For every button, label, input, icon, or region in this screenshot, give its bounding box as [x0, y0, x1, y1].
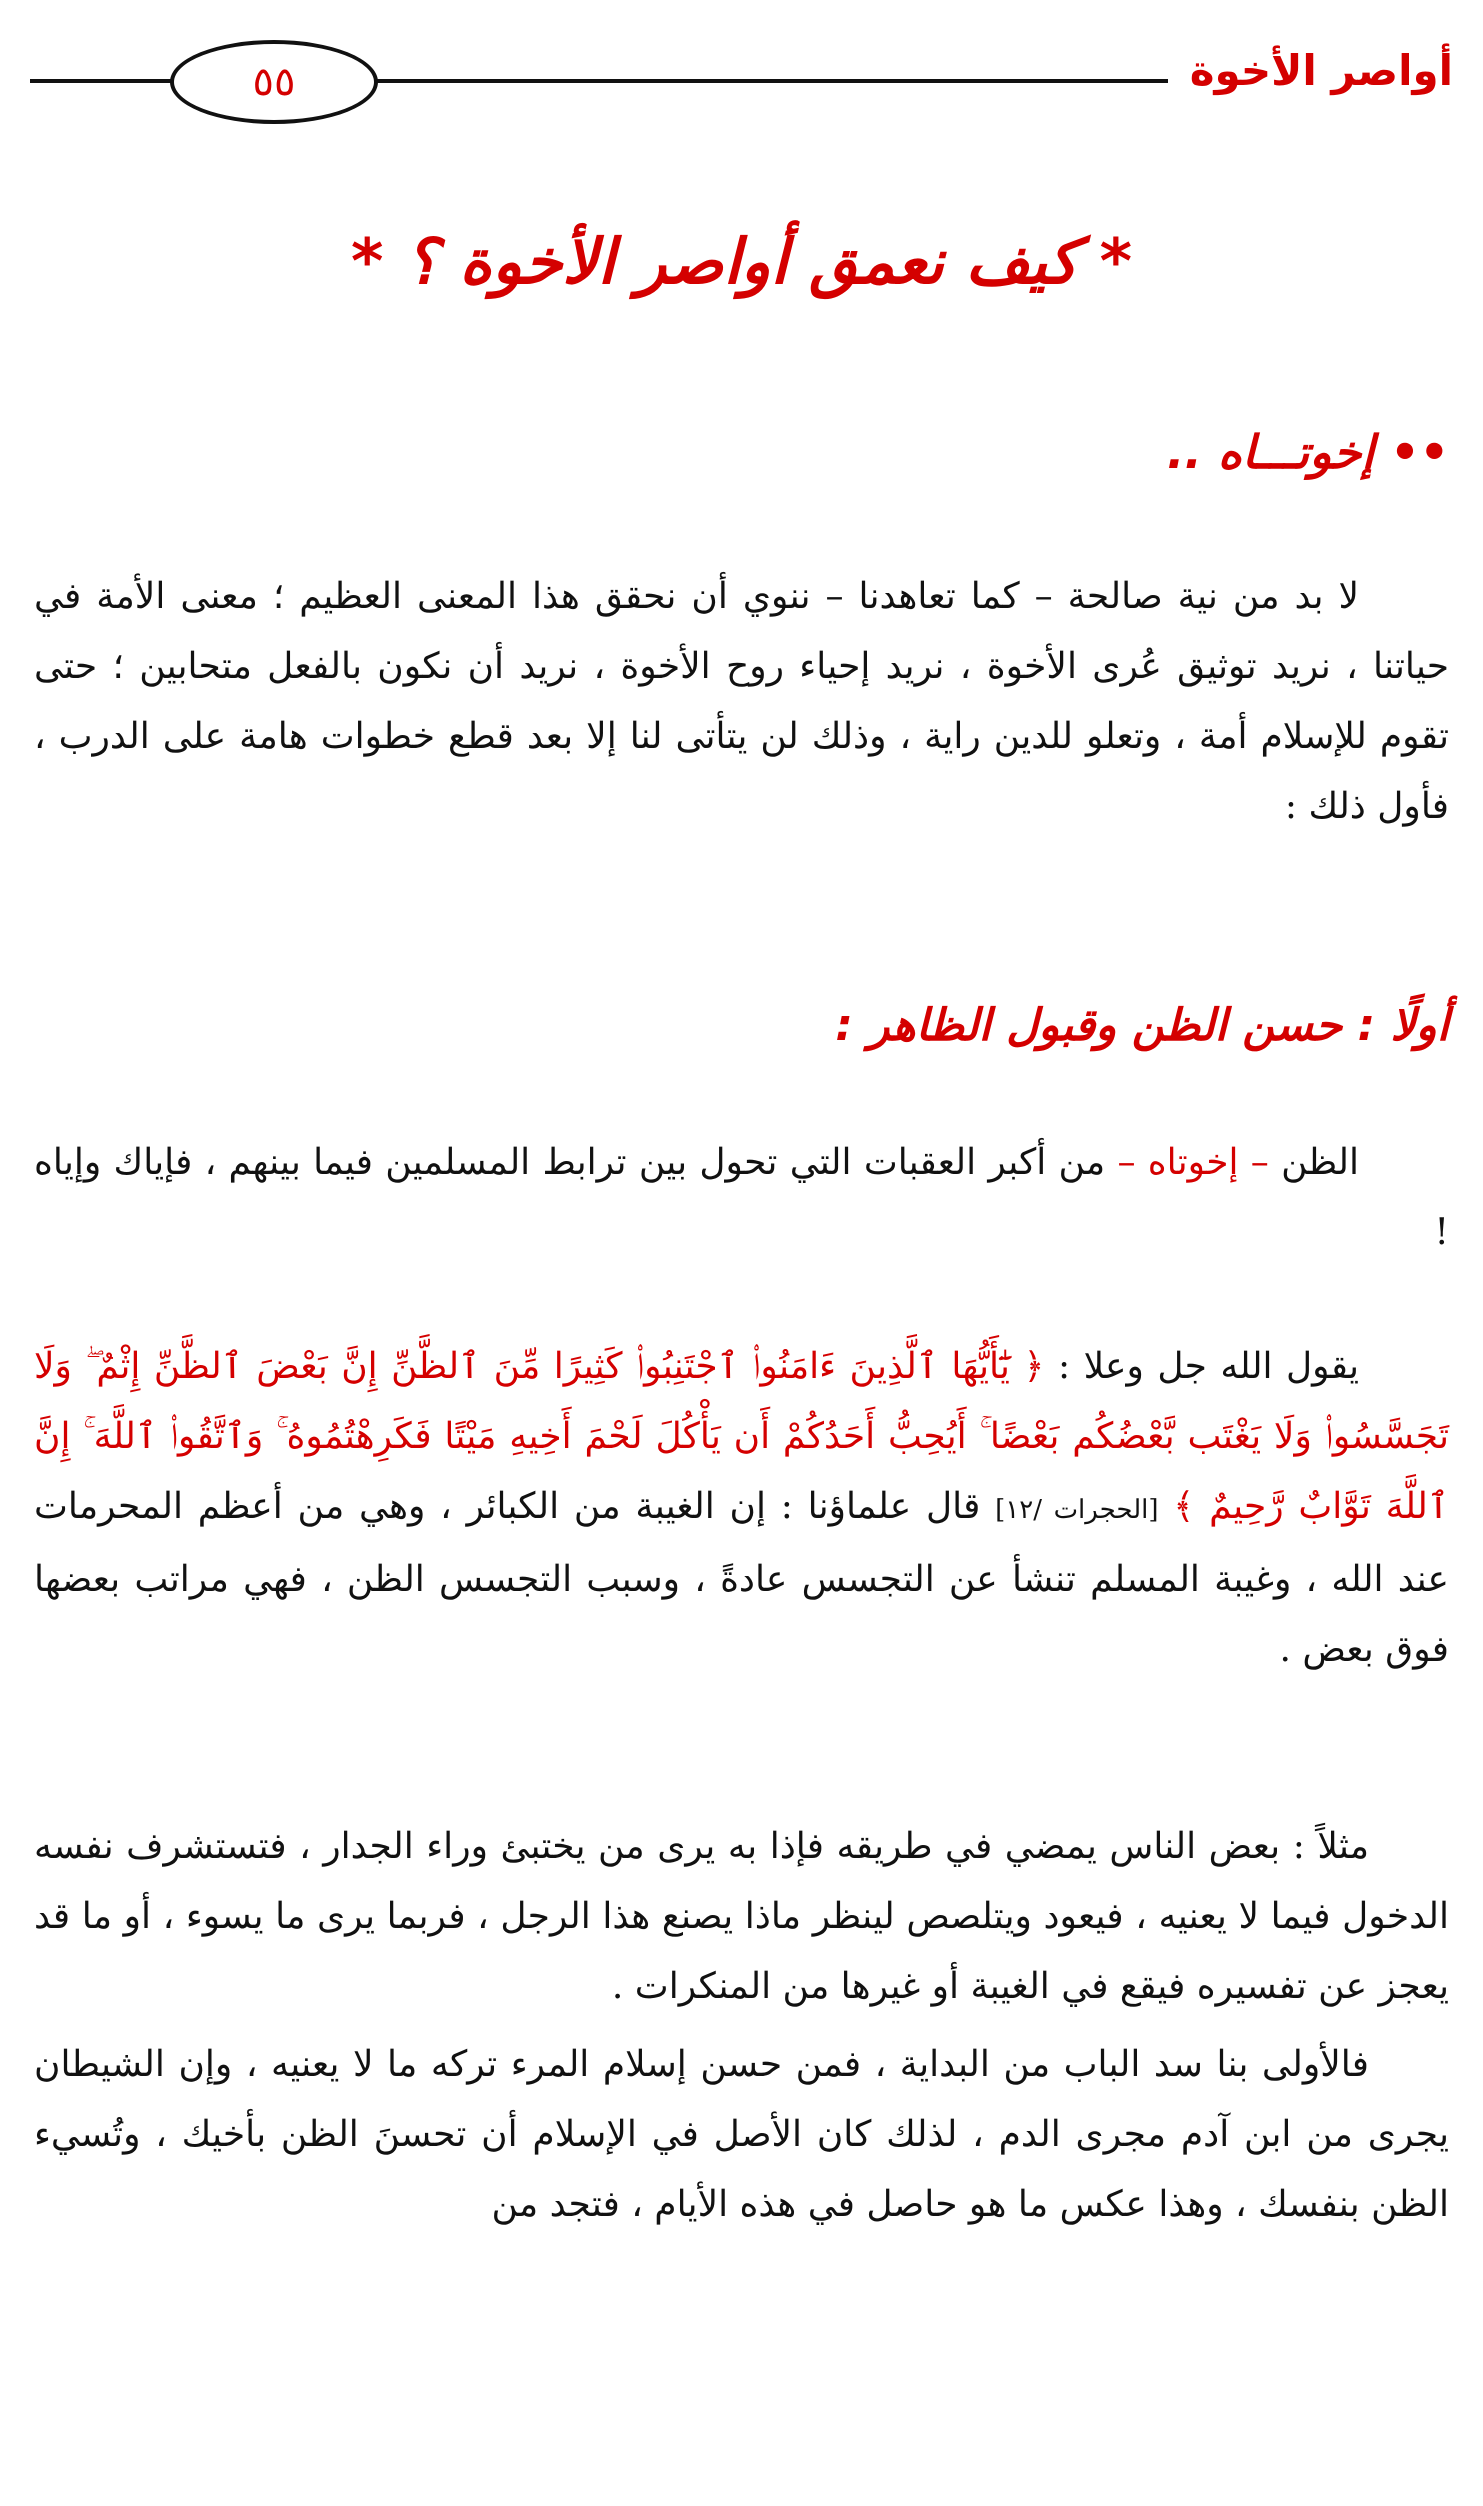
quran-verse: ﴿ يَٰٓأَيُّهَا ٱلَّذِينَ ءَامَنُوا۟ ٱجْتَنِبُوا۟ كَثِيرًا مِّنَ ٱلظَّنِّ إِنَّ بَعْضَ ٱلظَّنِّ إِثْمٌ ۖ وَلَا تَجَسَّسُوا۟ وَلَا يَغْتَب بَّعْضُكُم بَعْضًا ۚ أَيُحِبُّ أَحَدُكُمْ أَن يَأْكُلَ لَحْمَ أَخِيهِ مَيْتًا فَكَرِهْتُمُوهُ ۚ وَٱتَّقُوا۟ ٱللَّهَ ۚ إِنَّ ٱللَّهَ تَوَّابٌ رَّحِيمٌ ﴾ [34, 1346, 1449, 1527]
page-number: ٥٥ [170, 40, 378, 124]
quote-intro: يقول الله جل وعلا : [1057, 1346, 1359, 1387]
section-heading-ikhwah [1167, 425, 1449, 479]
paragraph-suspicion [34, 1128, 1449, 1268]
chapter-title: * كيف نعمق أواصر الأخوة ؟ * [350, 225, 1133, 298]
paragraph-conclusion: فالأولى بنا سد الباب من البداية ، فمن حسن إسلام المرء تركه ما لا يعنيه ، وإن الشيطان يجرى من ابن آدم مجرى الدم ، لذلك كان الأصل في الإسلام أن تحسنَ الظن بأخيك ، وتُسيء الظن بنفسك ، وهذا عكس ما هو حاصل في هذه الأيام ، فتجد من [34, 2044, 1450, 2225]
section-heading-text: إخوتـــاه .. [1166, 425, 1375, 479]
section-heading-good-opinion: أولًا : حسن الظن وقبول الظاهر : [835, 1000, 1449, 1051]
paragraph-intro: لا بد من نية صالحة – كما تعاهدنا – ننوي أن نحقق هذا المعنى العظيم ؛ معنى الأمة في حياتنا ، نريد توثيق عُرى الأخوة ، نريد إحياء روح الأخوة ، نريد أن نكون بالفعل متحابين ؛ حتى تقوم للإسلام أمة ، وتعلو للدين راية ، وذلك لن يتأتى لنا إلا بعد قطع خطوات هامة على الدرب ، فأول ذلك : [34, 576, 1449, 827]
paragraph-text: قال علماؤنا : إن الغيبة من الكبائر ، وهي من أعظم المحرمات عند الله ، وغيبة المسلم تنشأ عن التجسس عادةً ، وسبب التجسس الظن ، فهي مراتب بعضها فوق بعض . [34, 1486, 1449, 1670]
paragraph-quran [34, 1332, 1449, 1685]
paragraph-text: من أكبر العقبات التي تحول بين ترابط المسلمين فيما بينهم ، فإياك وإياه ! [34, 1142, 1449, 1253]
running-title: أواصر الأخوة [1168, 46, 1453, 95]
page-header [30, 40, 1453, 120]
highlight-text: – إخوتاه – [1117, 1142, 1269, 1183]
verse-reference: [الحجرات /١٢] [995, 1495, 1159, 1525]
paragraph-example: مثلاً : بعض الناس يمضي في طريقه فإذا به يرى من يختبئ وراء الجدار ، فتستشرف نفسه الدخول فيما لا يعنيه ، فيعود ويتلصص لينظر ماذا يصنع هذا الرجل ، فربما يرى ما يسوء ، أو ما قد يعجز عن تفسيره فيقع في الغيبة أو غيرها من المنكرات . [34, 1826, 1449, 2007]
paragraph-text: الظن [1281, 1142, 1359, 1183]
bullet-icon: •• [1390, 425, 1449, 479]
